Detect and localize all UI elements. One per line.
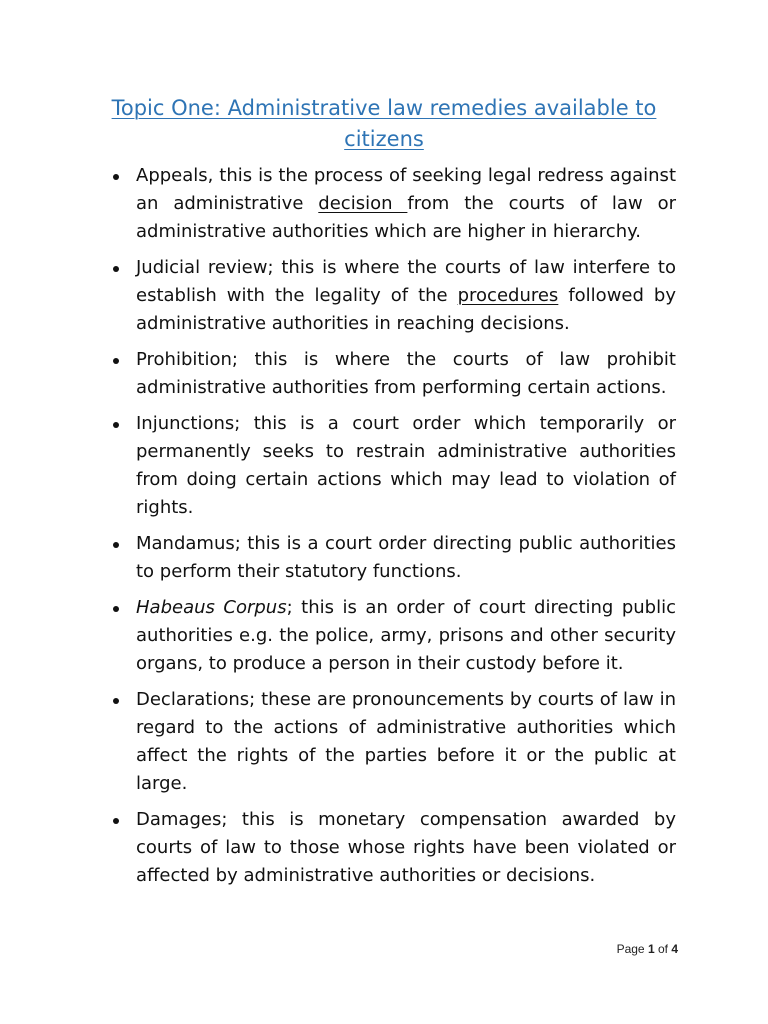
- item-underlined-text: procedures: [457, 285, 559, 306]
- list-item-judicial-review: [0, 254, 768, 338]
- total-page-count: 4: [671, 942, 678, 956]
- item-text: Prohibition; this is where the courts of law prohibit administrative authorities from performing certain actions.: [136, 349, 676, 398]
- footer-prefix: Page: [616, 942, 648, 956]
- page-number-footer: [617, 942, 678, 956]
- list-item-declarations: [0, 686, 768, 798]
- item-text: Appeals, this is the process of seeking legal redress against an administrative: [136, 165, 676, 214]
- bullet-icon: [113, 266, 119, 272]
- item-text: Damages; this is monetary compensation awarded by courts of law to those whose rights have been violated or affected by administrative authorities or decisions.: [136, 809, 676, 886]
- item-text: Injunctions; this is a court order which temporarily or permanently seeks to restrain administrative authorities from doing certain actions which may lead to violation of rights.: [136, 413, 676, 518]
- bullet-icon: [113, 358, 119, 364]
- item-text: Declarations; these are pronouncements by courts of law in regard to the actions of administrative authorities which affect the rights of the parties before it or the public at large.: [136, 689, 676, 794]
- bullet-icon: [113, 818, 119, 824]
- list-item-injunctions: [0, 410, 768, 522]
- remedies-list: [0, 162, 768, 890]
- item-underlined-text: decision: [318, 193, 408, 214]
- bullet-icon: [113, 542, 119, 548]
- bullet-icon: [113, 174, 119, 180]
- list-item-mandamus: [0, 530, 768, 586]
- bullet-icon: [113, 698, 119, 704]
- list-item-habeas-corpus: [0, 594, 768, 678]
- list-item-prohibition: [0, 346, 768, 402]
- bullet-icon: [113, 606, 119, 612]
- item-text: ; this is an order of court directing public authorities e.g. the police, army, prisons and other security organs, to produce a person in their custody before it.: [136, 597, 677, 674]
- page-title: Topic One: Administrative law remedies available to citizens: [111, 96, 657, 151]
- current-page-number: 1: [647, 942, 655, 956]
- item-italic-text: Habeaus Corpus: [136, 597, 287, 618]
- item-text: from the courts of law or administrative authorities which are higher in hierarchy.: [136, 193, 677, 242]
- item-text: followed by administrative authorities in reaching decisions.: [136, 285, 676, 334]
- list-item-damages: [0, 806, 768, 890]
- item-text: Judicial review; this is where the courts of law interfere to establish with the legality of the: [136, 257, 676, 306]
- footer-separator: of: [654, 942, 672, 956]
- bullet-icon: [113, 422, 119, 428]
- item-text: Mandamus; this is a court order directing public authorities to perform their statutory functions.: [136, 533, 676, 582]
- list-item-appeals: [0, 162, 768, 246]
